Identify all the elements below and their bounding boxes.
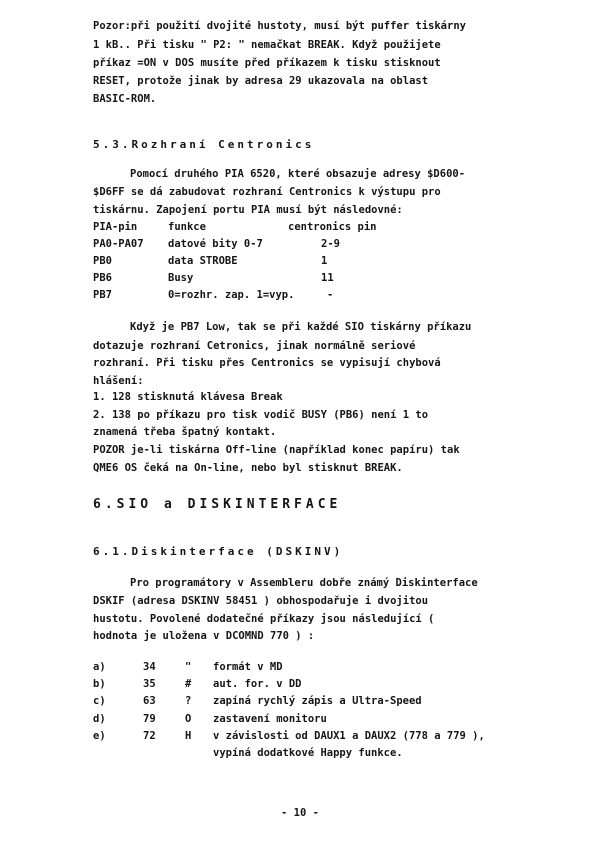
table-header-cell: PIA-pin [93, 221, 138, 233]
item-letter: a) [93, 661, 106, 673]
item-desc: formát v MD [213, 661, 283, 673]
item-desc: v závislosti od DAUX1 a DAUX2 (778 a 779 ), [213, 730, 485, 742]
table-cell: PB6 [93, 272, 112, 284]
item-char: O [185, 713, 192, 725]
intro-line: 1 kB.. Při tisku " P2: " nemačkat BREAK. Když použijete [93, 39, 441, 51]
paragraph-line: dotazuje rozhraní Cetronics, jinak normálně seriové [93, 340, 416, 352]
list-item-continuation [93, 746, 403, 788]
paragraph-line: Když je PB7 Low, tak se při každé SIO tiskárny příkazu [130, 321, 472, 333]
intro-line: příkaz =ON v DOS musíte před příkazem k tisku stisknout [93, 57, 441, 69]
intro-line: Pozor:při použití dvojité hustoty, musí být puffer tiskárny [93, 20, 466, 32]
table-cell: 11 [321, 272, 334, 284]
item-char: ? [185, 695, 192, 707]
table-cell: 0=rozhr. zap. 1=vyp. [168, 289, 295, 301]
table-cell: datové bity 0-7 [168, 238, 263, 250]
table-cell: - [327, 289, 334, 301]
table-cell: PB7 [93, 289, 112, 301]
intro-line: RESET, protože jinak by adresa 29 ukazovala na oblast [93, 75, 429, 87]
table-cell: PA0-PA07 [93, 238, 144, 250]
paragraph-line: Pomocí druhého PIA 6520, které obsazuje adresy $D600- [130, 168, 466, 180]
item-char: H [185, 730, 192, 742]
item-letter: d) [93, 713, 106, 725]
table-cell: 2-9 [321, 238, 340, 250]
item-code: 72 [143, 730, 156, 742]
item-desc: zastavení monitoru [213, 713, 327, 725]
paragraph-line: hustotu. Povolené dodatečné příkazy jsou následující ( [93, 613, 435, 625]
paragraph-line: $D6FF se dá zabudovat rozhraní Centronics k výstupu pro [93, 186, 441, 198]
paragraph-line: 1. 128 stisknutá klávesa Break [93, 391, 283, 403]
item-letter: b) [93, 678, 106, 690]
paragraph-line: znamená třeba špatný kontakt. [93, 426, 277, 438]
paragraph-line: DSKIF (adresa DSKINV 58451 ) obhospodařuje i dvojitou [93, 595, 429, 607]
item-letter: c) [93, 695, 106, 707]
item-desc: zapíná rychlý zápis a Ultra-Speed [213, 695, 422, 707]
paragraph-line: Pro programátory v Assembleru dobře známý Diskinterface [130, 577, 478, 589]
item-code: 34 [143, 661, 156, 673]
item-letter: e) [93, 730, 106, 742]
item-code: 79 [143, 713, 156, 725]
table-cell: 1 [321, 255, 328, 267]
paragraph-line: hlášení: [93, 375, 144, 387]
item-code: 63 [143, 695, 156, 707]
table-cell: PB0 [93, 255, 112, 267]
paragraph-line: 2. 138 po příkazu pro tisk vodič BUSY (PB6) není 1 to [93, 409, 429, 421]
page-number: - 10 - [281, 807, 319, 819]
table-header-cell: centronics pin [288, 221, 377, 233]
paragraph-line: tiskárnu. Zapojení portu PIA musí být následovné: [93, 204, 403, 216]
section-heading: 5.3.Rozhraní Centronics [93, 138, 315, 151]
item-char: " [185, 661, 192, 673]
paragraph-line: rozhraní. Při tisku přes Centronics se vypisují chybová [93, 357, 441, 369]
item-code: 35 [143, 678, 156, 690]
item-char: # [185, 678, 192, 690]
chapter-heading: 6.SIO a DISKINTERFACE [93, 497, 342, 512]
table-cell: Busy [168, 272, 194, 284]
paragraph-line: hodnota je uložena v DCOMND 770 ) : [93, 630, 315, 642]
item-desc: vypíná dodatkové Happy funkce. [213, 747, 403, 759]
paragraph-line: QME6 OS čeká na On-line, nebo byl stisknut BREAK. [93, 462, 403, 474]
item-desc: aut. for. v DD [213, 678, 302, 690]
intro-line: BASIC-ROM. [93, 93, 157, 105]
section-heading: 6.1.Diskinterface (DSKINV) [93, 545, 344, 558]
table-cell: data STROBE [168, 255, 238, 267]
table-header-cell: funkce [168, 221, 206, 233]
paragraph-line: POZOR je-li tiskárna Off-line (například konec papíru) tak [93, 444, 460, 456]
